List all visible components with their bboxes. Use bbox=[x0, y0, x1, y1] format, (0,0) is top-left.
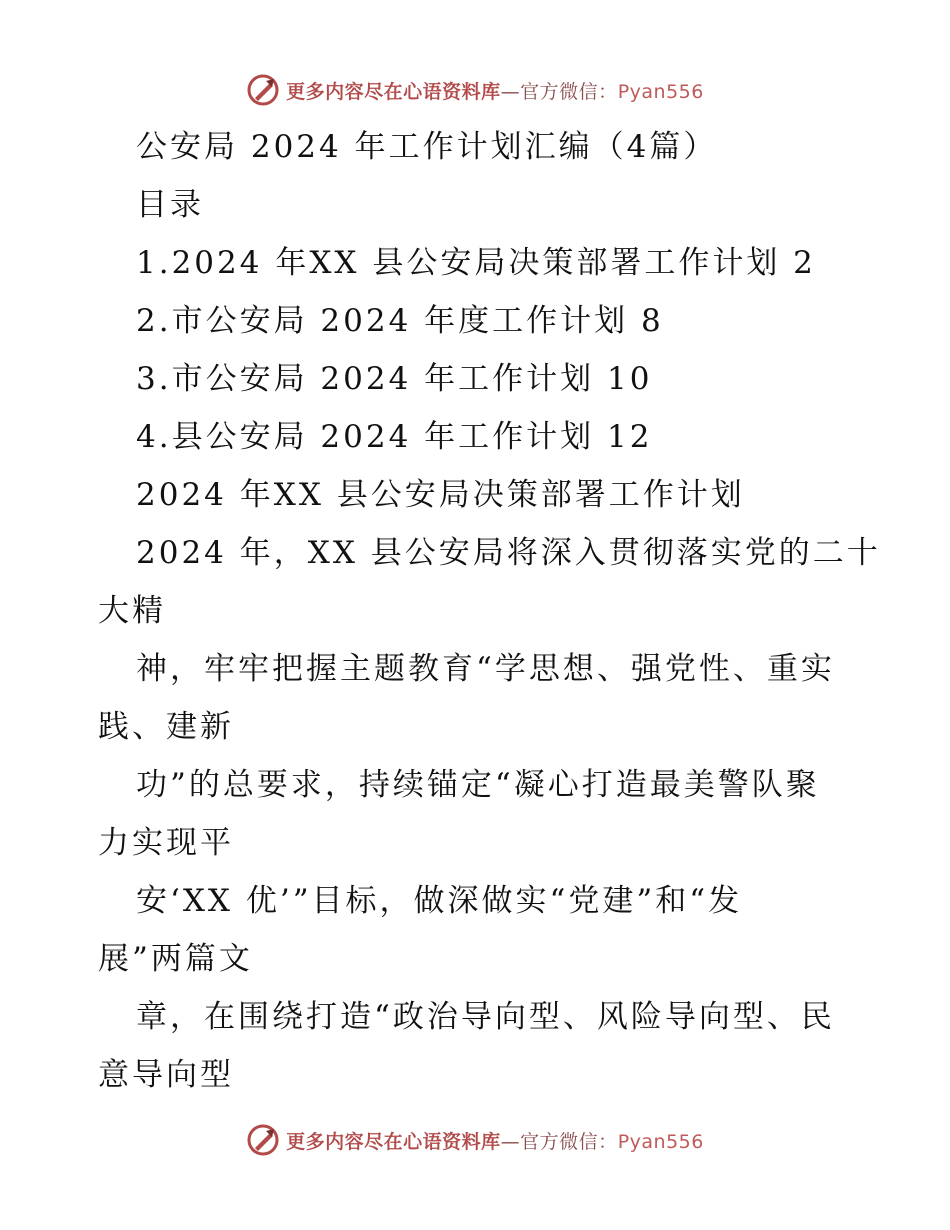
document-title: 公安局 2024 年工作计划汇编（4篇） bbox=[136, 129, 718, 165]
banner-text bbox=[286, 77, 704, 104]
paragraph-line: 意导向型 bbox=[98, 1057, 234, 1093]
banner-wechat-id: Pyan556 bbox=[617, 1130, 704, 1153]
paragraph-line: 力实现平 bbox=[98, 825, 234, 861]
paragraph-line: 践、建新 bbox=[98, 709, 234, 745]
toc-item: 1.2024 年XX 县公安局决策部署工作计划 2 bbox=[136, 245, 816, 281]
banner-brand: 更多内容尽在心语资料库 bbox=[286, 80, 501, 103]
paragraph-line: 功”的总要求，持续锚定“凝心打造最美警队聚 bbox=[136, 767, 820, 803]
banner-wechat-id: Pyan556 bbox=[617, 80, 704, 103]
banner-brand: 更多内容尽在心语资料库 bbox=[286, 1130, 501, 1153]
section-title: 2024 年XX 县公安局决策部署工作计划 bbox=[136, 477, 745, 513]
toc-heading: 目录 bbox=[136, 187, 204, 223]
banner-wechat-label: —官方微信： bbox=[500, 80, 618, 103]
paragraph-line: 大精 bbox=[98, 593, 166, 629]
toc-item: 2.市公安局 2024 年度工作计划 8 bbox=[136, 303, 664, 339]
pen-logo-icon bbox=[246, 1123, 280, 1157]
banner-wechat-label: —官方微信： bbox=[500, 1130, 618, 1153]
paragraph-line: 神，牢牢把握主题教育“学思想、强党性、重实 bbox=[136, 651, 835, 687]
toc-item: 3.市公安局 2024 年工作计划 10 bbox=[136, 361, 653, 397]
document-body bbox=[0, 118, 950, 1104]
paragraph-line: 2024 年，XX 县公安局将深入贯彻落实党的二十 bbox=[136, 535, 881, 571]
paragraph-line: 章，在围绕打造“政治导向型、风险导向型、民 bbox=[136, 999, 835, 1035]
paragraph-line: 安‘XX 优’”目标，做深做实“党建”和“发 bbox=[136, 883, 743, 919]
paragraph-line: 展”两篇文 bbox=[98, 941, 253, 977]
toc-item: 4.县公安局 2024 年工作计划 12 bbox=[136, 419, 653, 455]
header-banner bbox=[0, 70, 950, 110]
pen-logo-icon bbox=[246, 73, 280, 107]
banner-text bbox=[286, 1127, 704, 1154]
footer-banner bbox=[0, 1120, 950, 1160]
